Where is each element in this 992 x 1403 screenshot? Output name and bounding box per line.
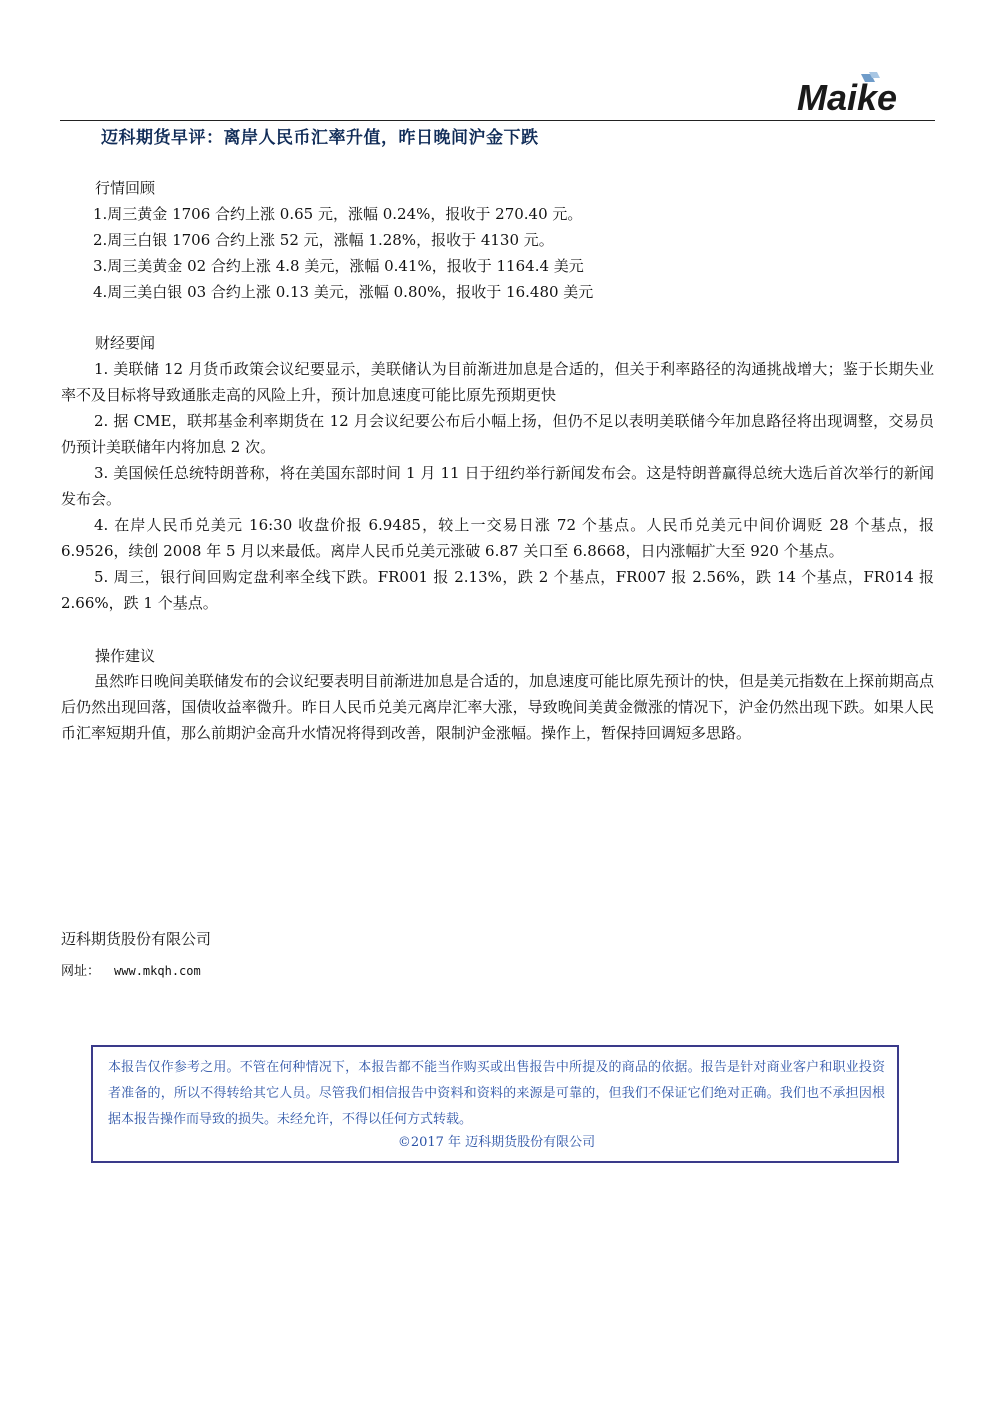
market-review-item: 4.周三美白银 03 合约上涨 0.13 美元，涨幅 0.80%，报收于 16.480 美元 (93, 283, 594, 301)
website-line (61, 960, 201, 979)
market-review-item: 1.周三黄金 1706 合约上涨 0.65 元，涨幅 0.24%，报收于 270.40 元。 (93, 205, 583, 223)
advice-heading: 操作建议 (95, 647, 156, 665)
news-item: 2. 据 CME，联邦基金利率期货在 12 月会议纪要公布后小幅上扬，但仍不足以表明美联储今年加息路径将出现调整，交易员仍预计美联储年内将加息 2 次。 (61, 412, 934, 456)
company-name: 迈科期货股份有限公司 (61, 930, 212, 948)
maike-logo-graphic (795, 72, 930, 116)
news-item: 3. 美国候任总统特朗普称，将在美国东部时间 1 月 11 日于纽约举行新闻发布会。这是特朗普赢得总统大选后首次举行的新闻发布会。 (61, 464, 934, 508)
website-link[interactable]: www.mkqh.com (114, 964, 201, 978)
page-title: 迈科期货早评：离岸人民币汇率升值，昨日晚间沪金下跌 (101, 128, 539, 148)
maike-logo (795, 72, 930, 116)
market-review-item: 3.周三美黄金 02 合约上涨 4.8 美元，涨幅 0.41%，报收于 1164.4 美元 (93, 257, 584, 275)
copyright-text: ©2017 年 迈科期货股份有限公司 (397, 1135, 596, 1150)
disclaimer-text: 本报告仅作参考之用。不管在何种情况下，本报告都不能当作购买或出售报告中所提及的商品的依据。报告是针对商业客户和职业投资者准备的，所以不得转给其它人员。尽管我们相信报告中资料和资料的来源是可靠的，但我们不保证它们绝对正确。我们也不承担因根据本报告操作而导致的损失。未经允许，不得以任何方式转载。 (108, 1060, 885, 1127)
disclaimer-box (91, 1045, 899, 1163)
market-review-heading: 行情回顾 (95, 179, 156, 197)
news-heading: 财经要闻 (95, 334, 156, 352)
advice-text: 虽然昨日晚间美联储发布的会议纪要表明目前渐进加息是合适的，加息速度可能比原先预计的快，但是美元指数在上探前期高点后仍然出现回落，国债收益率微升。昨日人民币兑美元离岸汇率大涨，导致晚间美黄金微涨的情况下，沪金仍然出现下跌。如果人民币汇率短期升值，那么前期沪金高升水情况将得到改善，限制沪金涨幅。操作上，暂保持回调短多思路。 (61, 672, 935, 742)
website-label: 网址： (61, 964, 101, 979)
news-item: 1. 美联储 12 月货币政策会议纪要显示，美联储认为目前渐进加息是合适的，但关于利率路径的沟通挑战增大；鉴于长期失业率不及目标将导致通胀走高的风险上升，预计加息速度可能比原先预期更快 (61, 360, 934, 404)
market-review-item: 2.周三白银 1706 合约上涨 52 元，涨幅 1.28%，报收于 4130 元。 (93, 231, 554, 249)
header-rule (60, 120, 935, 121)
logo-text: Maike (797, 77, 898, 116)
news-item: 4. 在岸人民币兑美元 16:30 收盘价报 6.9485，较上一交易日涨 72 个基点。人民币兑美元中间价调贬 28 个基点，报 6.9526，续创 2008 年 5 月以来最低。离岸人民币兑美元涨破 6.87 关口至 6.8668，日内涨幅扩大至 920 个基点。 (61, 516, 934, 560)
news-item: 5. 周三，银行间回购定盘利率全线下跌。FR001 报 2.13%，跌 2 个基点，FR007 报 2.56%，跌 14 个基点，FR014 报 2.66%，跌 1 个基点。 (61, 568, 934, 612)
